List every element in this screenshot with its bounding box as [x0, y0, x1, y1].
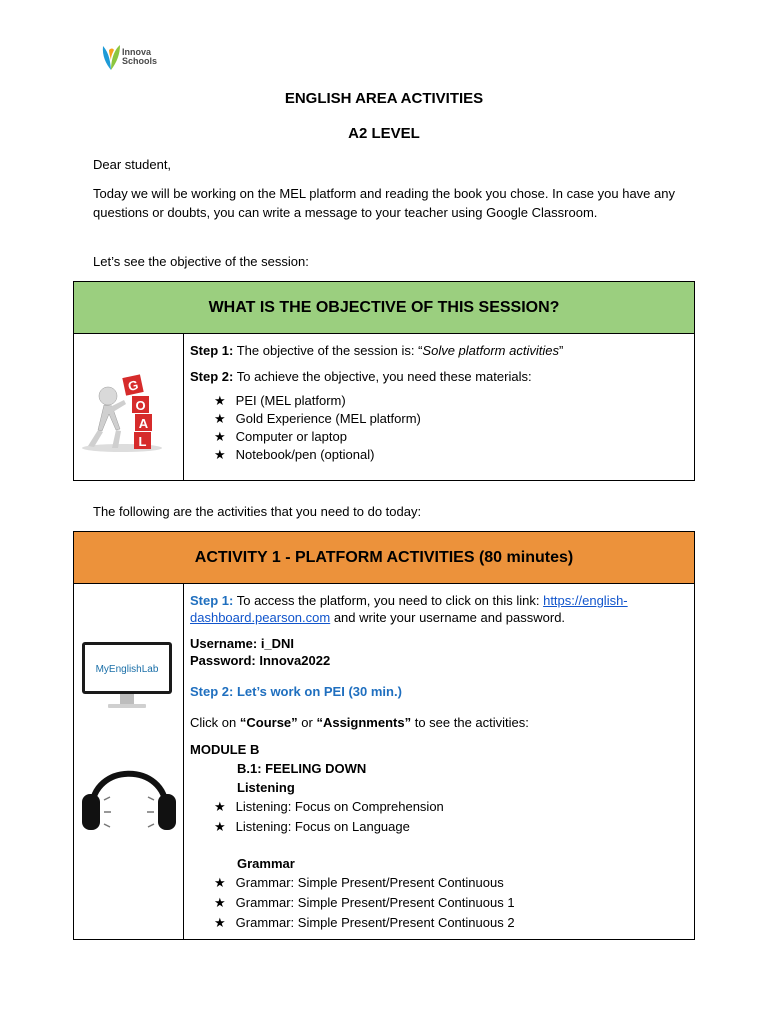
a1-step2-text: Let’s work on PEI (30 min.) — [236, 684, 402, 699]
objective-intro: Let’s see the objective of the session: — [93, 254, 309, 269]
grammar-title: Grammar — [237, 856, 295, 871]
a1-step1-end: and write your username and password. — [330, 610, 566, 625]
credentials — [190, 635, 688, 669]
svg-text:L: L — [138, 434, 147, 449]
step1-text: The objective of the session is: “ — [233, 343, 423, 358]
innova-leaf-icon — [100, 42, 122, 72]
step1-end: ” — [558, 343, 564, 358]
step1-label: Step 1: — [190, 343, 234, 358]
activity1-image-cell — [74, 584, 184, 940]
list-item: ★ Listening: Focus on Language — [214, 817, 688, 836]
greeting: Dear student, — [93, 157, 172, 172]
svg-text:G: G — [126, 377, 140, 394]
svg-text:A: A — [138, 416, 149, 431]
click-end: to see the activities: — [411, 715, 529, 730]
click-text: Click on — [190, 715, 240, 730]
a1-step1-label: Step 1: — [190, 593, 234, 608]
list-item: ★ Gold Experience (MEL platform) — [214, 410, 688, 427]
step1-italic: Solve platform activities — [422, 343, 559, 358]
page-title: ENGLISH AREA ACTIVITIES — [284, 90, 484, 107]
goal-image-cell — [74, 334, 184, 481]
activities-intro: The following are the activities that you need to do today: — [93, 504, 422, 519]
objective-content — [184, 334, 695, 481]
activity1-table — [73, 531, 695, 940]
innova-schools-logo — [100, 42, 180, 74]
objective-step1 — [190, 342, 688, 359]
list-item: ★ Grammar: Simple Present/Present Continuous 1 — [214, 893, 688, 912]
click-instructions — [190, 714, 688, 731]
or-text: or — [297, 715, 317, 730]
username-value: i_DNI — [260, 636, 295, 651]
module-title: MODULE B — [190, 742, 260, 757]
intro-paragraph: Today we will be working on the MEL platform and reading the book you chose. In case you have any questions or doubts, you can write a message to your teacher using Google Classroom. — [93, 186, 675, 220]
a1-step1-text: To access the platform, you need to click on this link: — [233, 593, 544, 608]
objective-table — [73, 281, 695, 481]
a1-step2-label: Step 2: — [190, 684, 237, 699]
materials-list — [190, 392, 688, 463]
svg-text:MyEnglishLab: MyEnglishLab — [95, 664, 159, 675]
activity1-content — [184, 584, 695, 940]
grammar-list — [190, 873, 688, 932]
activity1-step1 — [190, 592, 688, 626]
password-label: Password: — [190, 653, 260, 668]
list-item: ★ Grammar: Simple Present/Present Continuous 2 — [214, 913, 688, 932]
unit-title: B.1: FEELING DOWN — [237, 761, 367, 776]
objective-step2 — [190, 368, 688, 385]
list-item: ★ Computer or laptop — [214, 428, 688, 445]
activity1-step2 — [190, 683, 688, 700]
level-title: A2 LEVEL — [348, 125, 420, 142]
monitor-icon — [82, 642, 172, 708]
headphones-icon — [82, 774, 176, 830]
goal-figure-icon — [74, 334, 183, 475]
username-label: Username: — [190, 636, 261, 651]
list-item: ★ PEI (MEL platform) — [214, 392, 688, 409]
activity1-icons — [74, 584, 183, 934]
objective-header: WHAT IS THE OBJECTIVE OF THIS SESSION? — [74, 282, 695, 334]
logo-text-2: Schools — [122, 56, 158, 66]
list-item: ★ Notebook/pen (optional) — [214, 446, 688, 463]
list-item: ★ Grammar: Simple Present/Present Continuous — [214, 873, 688, 892]
listening-list — [190, 797, 688, 836]
listening-title: Listening — [237, 780, 295, 795]
logo-text-1: Innova — [122, 47, 152, 57]
assignments-label: “Assignments” — [316, 715, 412, 730]
step2-text: To achieve the objective, you need these materials: — [233, 369, 532, 384]
activity1-header: ACTIVITY 1 - PLATFORM ACTIVITIES (80 minutes) — [74, 532, 695, 584]
list-item: ★ Listening: Focus on Comprehension — [214, 797, 688, 816]
platform-link[interactable]: https://english-dashboard.pearson.com — [190, 593, 628, 625]
course-label: “Course” — [239, 715, 298, 730]
step2-label: Step 2: — [190, 369, 234, 384]
svg-text:O: O — [135, 398, 146, 413]
password-value: Innova2022 — [259, 653, 331, 668]
